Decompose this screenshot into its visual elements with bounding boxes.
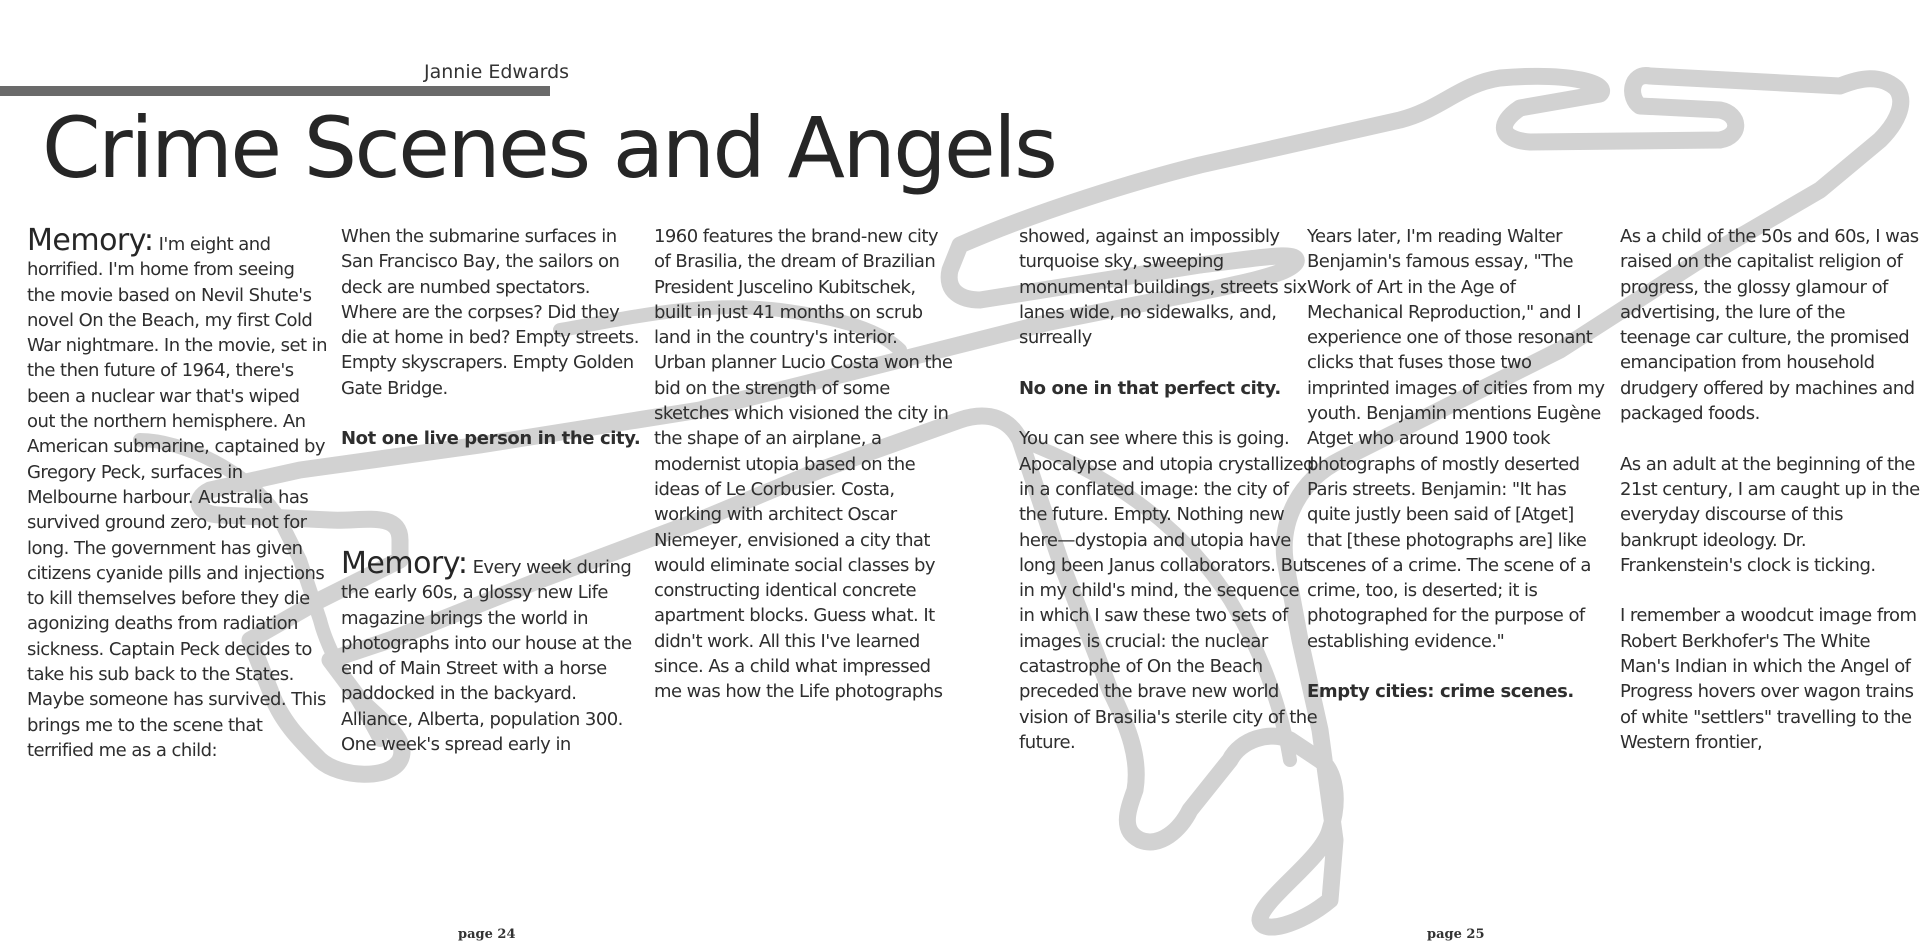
paragraph: [341, 545, 641, 757]
text-column-5: [1307, 224, 1607, 730]
article-title: Crime Scenes and Angels: [42, 99, 1056, 197]
page-number-left: page 24: [458, 927, 516, 942]
author-rule: [0, 86, 550, 96]
paragraph-text: Every week during the early 60s, a glossy new Life magazine brings the world in photographs into our house at the end of Main Street with a horse paddocked in the backyard. Alliance, Alberta, population 300. One week's spread early in: [341, 556, 632, 756]
paragraph: [27, 223, 327, 763]
text-column-2: [341, 224, 641, 783]
memory-label: Memory:: [341, 545, 468, 581]
paragraph: As an adult at the beginning of the 21st century, I am caught up in the everyday discourse of this bankrupt ideology. Dr. Frankenstein's clock is ticking.: [1620, 453, 1920, 576]
paragraph: As a child of the 50s and 60s, I was raised on the capitalist religion of progress, the glossy glamour of advertising, the lure of the teenage car culture, the promised emancipation from household drudgery offered by machines and packaged foods.: [1620, 226, 1919, 425]
paragraph: When the submarine surfaces in San Francisco Bay, the sailors on deck are numbed spectators. Where are the corpses? Did they die at home in bed? Empty streets. Empty skyscrapers. Empty Golden Gate Bridge.: [341, 226, 639, 399]
text-column-3: [654, 224, 954, 730]
page-number-right: page 25: [1427, 927, 1485, 942]
text-column-4: [1019, 224, 1319, 781]
text-column-1: [27, 223, 327, 789]
paragraph: showed, against an impossibly turquoise sky, sweeping monumental buildings, streets six lanes wide, no sidewalks, and, surreally: [1019, 226, 1307, 349]
memory-label: Memory:: [27, 223, 154, 258]
paragraph-text: I'm eight and horrified. I'm home from seeing the movie based on Nevil Shute's novel On the Beach, my first Cold War nightmare. In the movie, set in the then future of 1964, there's been a nuclear war that's wiped out the northern hemisphere. An American submarine, captained by Gregory Peck, surfaces in Melbourne harbour. Australia has survived ground zero, but not for long. The government has given citizens cyanide pills and injections to kill themselves before they die agonizing deaths from radiation sickness. Captain Peck decides to take his sub back to the States. Maybe someone has survived. This brings me to the scene that terrified me as a child:: [27, 234, 327, 761]
paragraph: Years later, I'm reading Walter Benjamin's famous essay, "The Work of Art in the Age of Mechanical Reproduction," and I experience one of those resonant clicks that fuses those two imprinted images of cities from my youth. Benjamin mentions Eugène Atget who around 1900 took photographs of mostly deserted Paris streets. Benjamin: "It has quite justly been said of [Atget] that [these photographs are] like scenes of a crime. The scene of a crime, too, is deserted; it is photographed for the purpose of establishing evidence.": [1307, 226, 1605, 652]
bold-statement: No one in that perfect city.: [1019, 377, 1281, 399]
paragraph: I remember a woodcut image from Robert Berkhofer's The White Man's Indian in which the Angel of Progress hovers over wagon trains of white "settlers" travelling to the Western frontier,: [1620, 605, 1917, 753]
spacer: [341, 477, 641, 551]
paragraph: 1960 features the brand-new city of Brasilia, the dream of Brazilian President Juscelino Kubitschek, built in just 41 months on scrub land in the country's interior. Urban planner Lucio Costa won the bid on the strength of some sketches which visioned the city in the shape of an airplane, a modernist utopia based on the ideas of Le Corbusier. Costa, working with architect Oscar Niemeyer, envisioned a city that would eliminate social classes by constructing identical concrete apartment blocks. Guess what. It didn't work. All this I've learned since. As a child what impressed me was how the Life photographs: [654, 226, 953, 703]
bold-statement: Not one live person in the city.: [341, 428, 641, 450]
text-column-6: [1620, 224, 1920, 781]
paragraph: You can see where this is going. Apocalypse and utopia crystallized in a conflated image: the city of the future. Empty. Nothing new here—dystopia and utopia have long been Janus collaborators. But in my child's mind, the sequence in which I saw these two sets of images is crucial: the nuclear catastrophe of On the Beach preceded the brave new world vision of Brasilia's sterile city of the future.: [1019, 428, 1318, 753]
bold-statement: Empty cities: crime scenes.: [1307, 681, 1574, 703]
author-name: Jannie Edwards: [424, 61, 570, 83]
